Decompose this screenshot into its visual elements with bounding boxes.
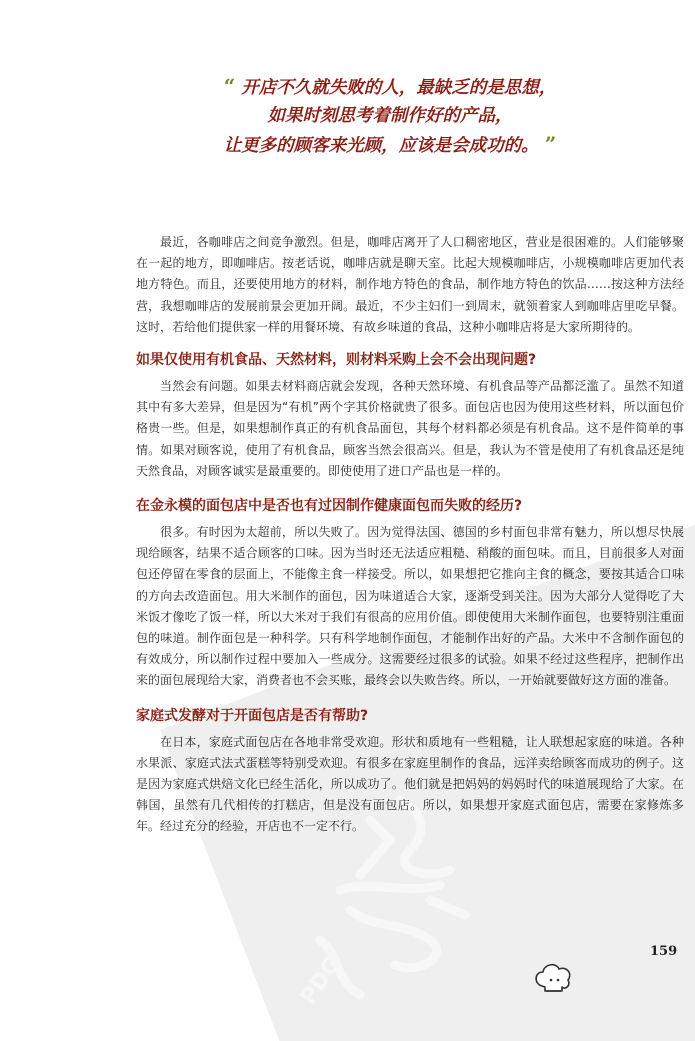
watermark-text: PDG bbox=[295, 952, 347, 1010]
quote-line-3: 让更多的顾客来光顾，应该是会成功的。 ” bbox=[223, 132, 557, 156]
epigraph-quote bbox=[200, 72, 580, 160]
open-quote-mark: “ bbox=[223, 74, 236, 98]
close-quote-mark: ” bbox=[544, 132, 557, 156]
section-paragraph: 当然会有问题。如果去材料商店就会发现，各种天然环境、有机食品等产品都泛滥了。虽然不知道其中有多大差异，但是因为“有机”两个字其价格就贵了很多。面包店也因为使用这些材料，所以面包价格贵一些。但是，如果想制作真正的有机食品面包，其每个材料都必须是有机食品。这不是件简单的事情。如果对顾客说，使用了有机食品，顾客当然会很高兴。但是，我认为不管是使用了有机食品还是纯天然食品，对顾客诚实是最重要的。即使使用了进口产品也是一样的。 bbox=[136, 379, 684, 478]
chef-hat-icon bbox=[532, 960, 574, 996]
section-paragraph: 在日本，家庭式面包店在各地非常受欢迎。形状和质地有一些粗糙，让人联想起家庭的味道。各种水果派、家庭式法式蛋糕等特别受欢迎。有很多在家庭里制作的食品，远洋卖给顾客而成功的例子。这是因为家庭式烘焙文化已经生活化，所以成功了。他们就是把妈妈的妈妈时代的味道展现给了大家。在韩国，虽然有几代相传的打糕店，但是没有面包店。所以，如果想开家庭式面包店，需要在家修炼多年。经过充分的经验，开店也不一定不行。 bbox=[136, 734, 684, 834]
section-heading: 如果仅使用有机食品、天然材料，则材料采购上会不会出现问题? bbox=[136, 352, 537, 369]
section-heading: 在金永模的面包店中是否也有过因制作健康面包而失败的经历? bbox=[136, 498, 523, 515]
section-paragraph: 很多。有时因为太超前，所以失败了。因为觉得法国、德国的乡村面包非常有魅力，所以想尽快展现给顾客，结果不适合顾客的口味。因为当时还无法适应粗糙、稍酸的面包味。而且，目前很多人对面包还停留在零食的层面上，不能像主食一样接受。所以，如果想把它推向主食的概念，要按其适合口味的方向去改造面包。用大米制作的面包，因为味道适合大家，逐渐受到关注。因为大部分人觉得吃了大米饭才像吃了饭一样，所以大米对于我们有很高的应用价值。即使使用大米制作面包，也要特别注重面包的味道。制作面包是一种科学。只有科学地制作面包，才能制作出好的产品。大米中不含制作面包的有效成分，所以制作过程中要加入一些成分。这需要经过很多的试验。如果不经过这些程序，把制作出来的面包展现给大家，消费者也不会买账，最终会以失败告终。所以，一开始就要做好这方面的准备。 bbox=[136, 525, 684, 688]
intro-paragraph: 最近，各咖啡店之间竞争激烈。但是，咖啡店离开了人口稠密地区，营业是很困难的。人们能够聚在一起的地方，即咖啡店。按老话说，咖啡店就是聊天室。比起大规模咖啡店，小规模咖啡店更加代表地方特色。而且，还要使用地方的材料，制作地方特色的食品，制作地方特色的饮品……按这种方法经营，我想咖啡店的发展前景会更加开阔。最近，不少主妇们一到周末，就领着家人到咖啡店里吃早餐。这时，若给他们提供家一样的用餐环境、有故乡味道的食品，这种小咖啡店将是大家所期待的。 bbox=[136, 235, 684, 334]
quote-line-1: “ 开店不久就失败的人，最缺乏的是思想， bbox=[223, 74, 557, 98]
article-body bbox=[136, 232, 684, 838]
section-heading: 家庭式发酵对于开面包店是否有帮助? bbox=[136, 707, 369, 724]
page-number: 159 bbox=[650, 944, 678, 959]
quote-line-2: 如果时刻思考着制作好的产品， bbox=[267, 106, 513, 126]
